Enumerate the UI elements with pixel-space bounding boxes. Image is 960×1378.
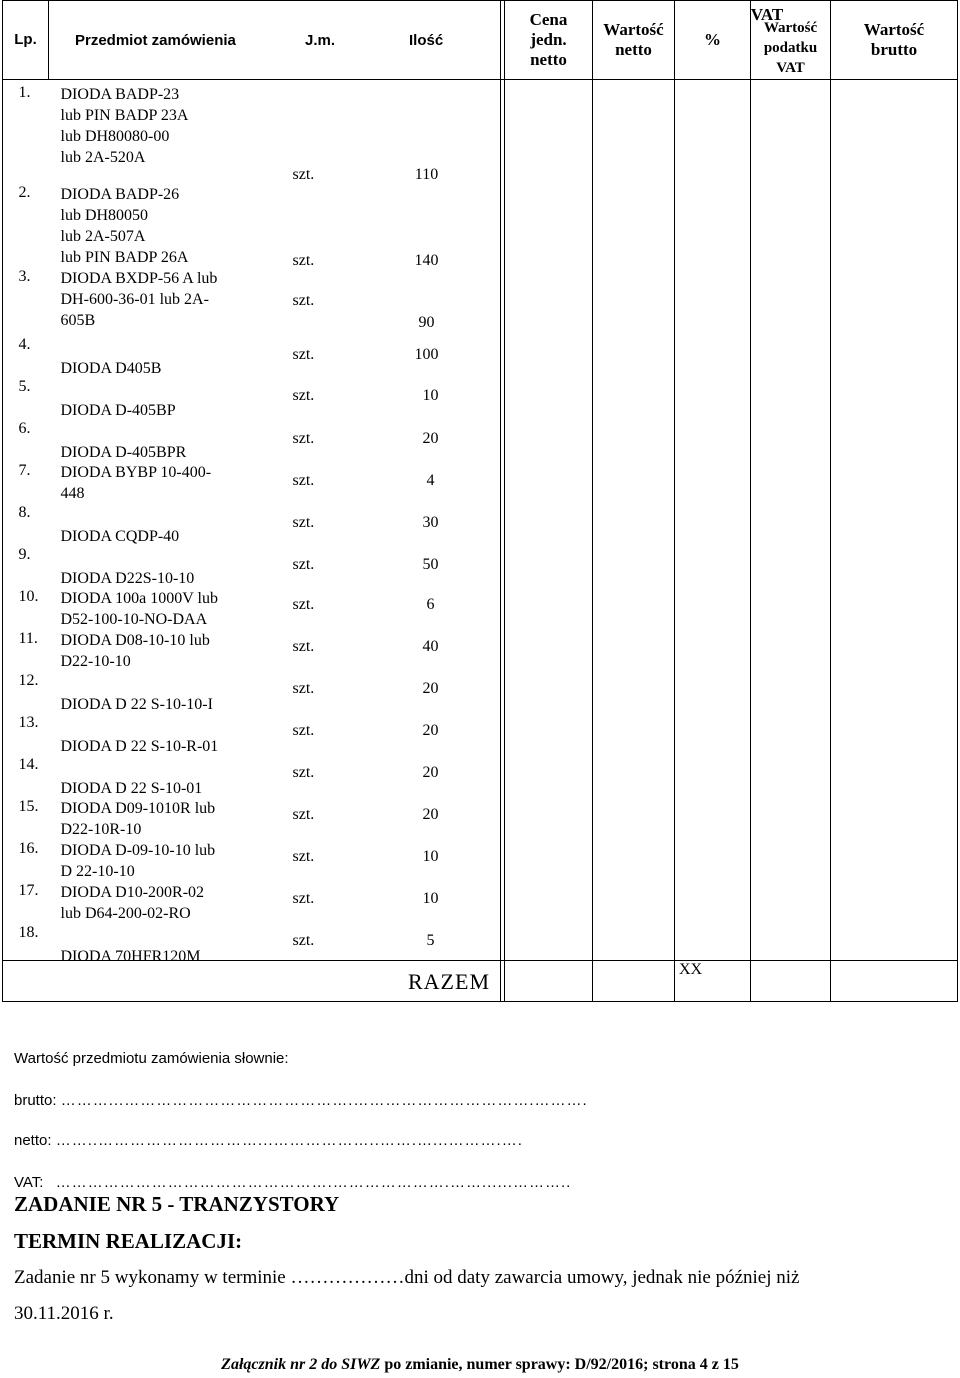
row-quantity: 20 — [422, 680, 439, 697]
row-item-line: DH-600-36-01 lub 2A- — [60, 291, 209, 308]
row-quantity: 4 — [426, 472, 435, 489]
row-item-line: D 22-10-10 — [60, 863, 135, 880]
header-unit-price — [505, 1, 593, 80]
row-quantity: 90 — [418, 314, 435, 331]
header-vat-pct: % — [704, 30, 721, 49]
items-layer — [3, 80, 501, 965]
row-quantity: 110 — [414, 166, 439, 183]
row-quantity: 6 — [426, 596, 435, 613]
row-item-line: lub 2A-507A — [60, 228, 146, 245]
row-quantity: 20 — [422, 430, 439, 447]
row-item-line: D22-10-10 — [60, 653, 131, 670]
term-heading: TERMIN REALIZACJI: — [14, 1229, 243, 1253]
row-quantity: 20 — [422, 764, 439, 781]
row-item-line: DIODA BXDP-56 A lub — [60, 270, 218, 287]
row-unit: szt. — [292, 806, 315, 823]
brutto-label: brutto: — [14, 1092, 57, 1109]
row-unit: szt. — [292, 166, 315, 183]
value-in-words-label: Wartość przedmiotu zamówienia słownie: — [14, 1050, 289, 1067]
row-item — [61, 442, 187, 463]
row-lp: 7. — [18, 462, 31, 479]
row-item-line: lub PIN BADP 26A — [60, 249, 189, 266]
header-item-group — [49, 1, 501, 80]
row-quantity: 100 — [414, 346, 439, 363]
vat-dots: …………………………………………….………………….……......……….. — [55, 1174, 572, 1191]
row-quantity: 20 — [422, 722, 439, 739]
row-unit: szt. — [292, 346, 315, 363]
row-lp: 12. — [18, 672, 39, 689]
row-lp: 10. — [18, 588, 39, 605]
row-lp: 4. — [18, 336, 31, 353]
order-table — [2, 0, 958, 1002]
row-quantity: 50 — [422, 556, 439, 573]
row-lp: 13. — [18, 714, 39, 731]
row-lp: 16. — [18, 840, 39, 857]
row-item — [61, 694, 213, 715]
row-item — [61, 84, 189, 168]
header-jm: J.m. — [305, 32, 336, 49]
row-item-line: lub DH80080-00 — [60, 128, 170, 145]
row-item-line: D52-100-10-NO-DAA — [60, 611, 208, 628]
vat-line — [14, 1174, 571, 1191]
vat-percent-column — [675, 80, 751, 961]
row-unit: szt. — [292, 292, 315, 309]
row-quantity: 40 — [422, 638, 439, 655]
row-item-line: lub D64-200-02-RO — [60, 905, 191, 922]
header-unit-price-l3: netto — [530, 50, 567, 69]
row-item — [61, 358, 162, 379]
row-quantity: 140 — [414, 252, 439, 269]
row-item-line: DIODA BYBP 10-400- — [60, 464, 212, 481]
razem-net-value — [593, 961, 675, 1002]
row-item-line: DIODA CQDP-40 — [60, 528, 180, 545]
header-vat-value — [751, 1, 831, 80]
row-lp: 17. — [18, 882, 39, 899]
brutto-line — [14, 1092, 588, 1109]
row-unit: szt. — [292, 638, 315, 655]
row-quantity: 20 — [422, 806, 439, 823]
row-lp: 3. — [18, 268, 31, 285]
footer-details: po zmianie, numer sprawy: D/92/2016; strona 4 z 15 — [380, 1356, 739, 1373]
row-unit: szt. — [292, 932, 315, 949]
row-unit: szt. — [292, 252, 315, 269]
row-unit: szt. — [292, 472, 315, 489]
row-item — [61, 462, 212, 504]
row-item — [61, 588, 218, 630]
row-item — [61, 526, 180, 547]
items-body-row — [3, 80, 958, 961]
row-item-line: 605B — [60, 312, 96, 329]
row-lp: 11. — [18, 630, 38, 647]
row-lp: 5. — [18, 378, 31, 395]
row-quantity: 10 — [422, 890, 439, 907]
row-lp: 15. — [18, 798, 39, 815]
row-lp: 18. — [18, 924, 39, 941]
row-quantity: 30 — [422, 514, 439, 531]
row-item — [61, 736, 219, 757]
row-item-line: DIODA D09-1010R lub — [60, 800, 216, 817]
row-item-line: DIODA D08-10-10 lub — [60, 632, 210, 649]
row-item-line: DIODA D22S-10-10 — [60, 570, 195, 587]
row-item-line: DIODA D405B — [60, 360, 162, 377]
row-item — [61, 268, 218, 331]
footer-attachment: Załącznik nr 2 do SIWZ — [221, 1356, 381, 1373]
razem-unit-price — [505, 961, 593, 1002]
row-unit: szt. — [292, 764, 315, 781]
row-item-line: DIODA D 22 S-10-R-01 — [60, 738, 219, 755]
brutto-dots: ………...…………………………………….…………………………….………. — [60, 1092, 588, 1109]
header-vat-value-l2: podatku — [763, 40, 818, 56]
header-vat-group: VAT — [750, 5, 784, 24]
razem-cell — [49, 961, 501, 1002]
row-unit: szt. — [292, 890, 315, 907]
row-item-line: DIODA D 22 S-10-10-I — [60, 696, 213, 713]
row-lp: 2. — [18, 184, 31, 201]
razem-label: RAZEM — [408, 969, 490, 994]
header-unit-price-l1: Cena — [529, 10, 568, 29]
razem-vat-value — [751, 961, 831, 1002]
unit-price-column — [505, 80, 593, 961]
row-item-line: DIODA D10-200R-02 — [60, 884, 205, 901]
term-text-line2: 30.11.2016 r. — [14, 1303, 114, 1324]
netto-dots: ……..…………………………...………………..…….…...……….…. — [55, 1132, 523, 1149]
row-unit: szt. — [292, 596, 315, 613]
row-item-line: lub DH80050 — [60, 207, 149, 224]
row-item — [61, 840, 216, 882]
vat-value-column — [751, 80, 831, 961]
header-gross-value — [831, 1, 958, 80]
header-net-value-l1: Wartość — [603, 20, 664, 39]
row-unit: szt. — [292, 722, 315, 739]
vat-label: VAT: — [14, 1174, 44, 1191]
row-item-line: DIODA D-405BP — [60, 402, 176, 419]
header-lp: Lp. — [3, 1, 49, 80]
row-item — [61, 798, 216, 840]
row-unit: szt. — [292, 848, 315, 865]
row-lp: 14. — [18, 756, 39, 773]
razem-gross-value — [831, 961, 958, 1002]
row-lp: 9. — [18, 546, 31, 563]
header-net-value-l2: netto — [615, 40, 652, 59]
razem-empty-lp — [3, 961, 49, 1002]
razem-vat-percent — [675, 961, 751, 1002]
row-quantity: 10 — [422, 848, 439, 865]
row-quantity: 10 — [422, 387, 439, 404]
row-lp: 8. — [18, 504, 31, 521]
header-qty: Ilość — [409, 32, 444, 49]
header-vat-value-l3: VAT — [776, 60, 805, 76]
row-item-line: lub 2A-520A — [60, 149, 146, 166]
row-item-line: 448 — [60, 485, 85, 502]
items-column — [18, 80, 501, 965]
header-net-value — [593, 1, 675, 80]
row-item-line: D22-10R-10 — [60, 821, 142, 838]
netto-line — [14, 1132, 523, 1149]
row-lp: 6. — [18, 420, 31, 437]
row-item — [61, 778, 203, 799]
row-item-line: DIODA 100a 1000V lub — [60, 590, 218, 607]
header-gross-value-l1: Wartość — [863, 20, 925, 39]
row-item — [61, 400, 176, 421]
row-item — [61, 568, 195, 589]
row-item — [61, 882, 205, 924]
row-unit: szt. — [292, 430, 315, 447]
row-item-line: DIODA D 22 S-10-01 — [60, 780, 203, 797]
row-item — [61, 184, 189, 268]
header-unit-price-l2: jedn. — [530, 30, 567, 49]
row-quantity: 5 — [426, 932, 435, 949]
row-item-line: DIODA 70HFR120M — [60, 948, 201, 965]
row-item-line: DIODA BADP-23 — [60, 86, 180, 103]
net-value-column — [593, 80, 675, 961]
netto-label: netto: — [14, 1132, 52, 1149]
row-unit: szt. — [292, 387, 315, 404]
header-item: Przedmiot zamówienia — [75, 32, 236, 49]
row-item-line: lub PIN BADP 23A — [60, 107, 189, 124]
row-item-line: DIODA D-09-10-10 lub — [60, 842, 216, 859]
row-unit: szt. — [292, 680, 315, 697]
row-unit: szt. — [292, 514, 315, 531]
row-lp: 1. — [18, 84, 31, 101]
row-item-line: DIODA BADP-26 — [60, 186, 180, 203]
razem-vat-marker: XX — [679, 961, 703, 978]
row-item-line: DIODA D-405BPR — [60, 444, 187, 461]
page-footer — [0, 1356, 960, 1374]
razem-row — [3, 961, 958, 1002]
task-heading: ZADANIE NR 5 - TRANZYSTORY — [14, 1192, 340, 1216]
term-text-line1: Zadanie nr 5 wykonamy w terminie ………………dni od daty zawarcia umowy, jednak nie później niż — [14, 1267, 800, 1288]
row-unit: szt. — [292, 556, 315, 573]
table-header-row — [3, 1, 958, 80]
row-item — [61, 630, 210, 672]
header-vat-value-l1: Wartość — [763, 20, 818, 36]
header-gross-value-l2: brutto — [870, 40, 918, 59]
gross-value-column — [831, 80, 958, 961]
